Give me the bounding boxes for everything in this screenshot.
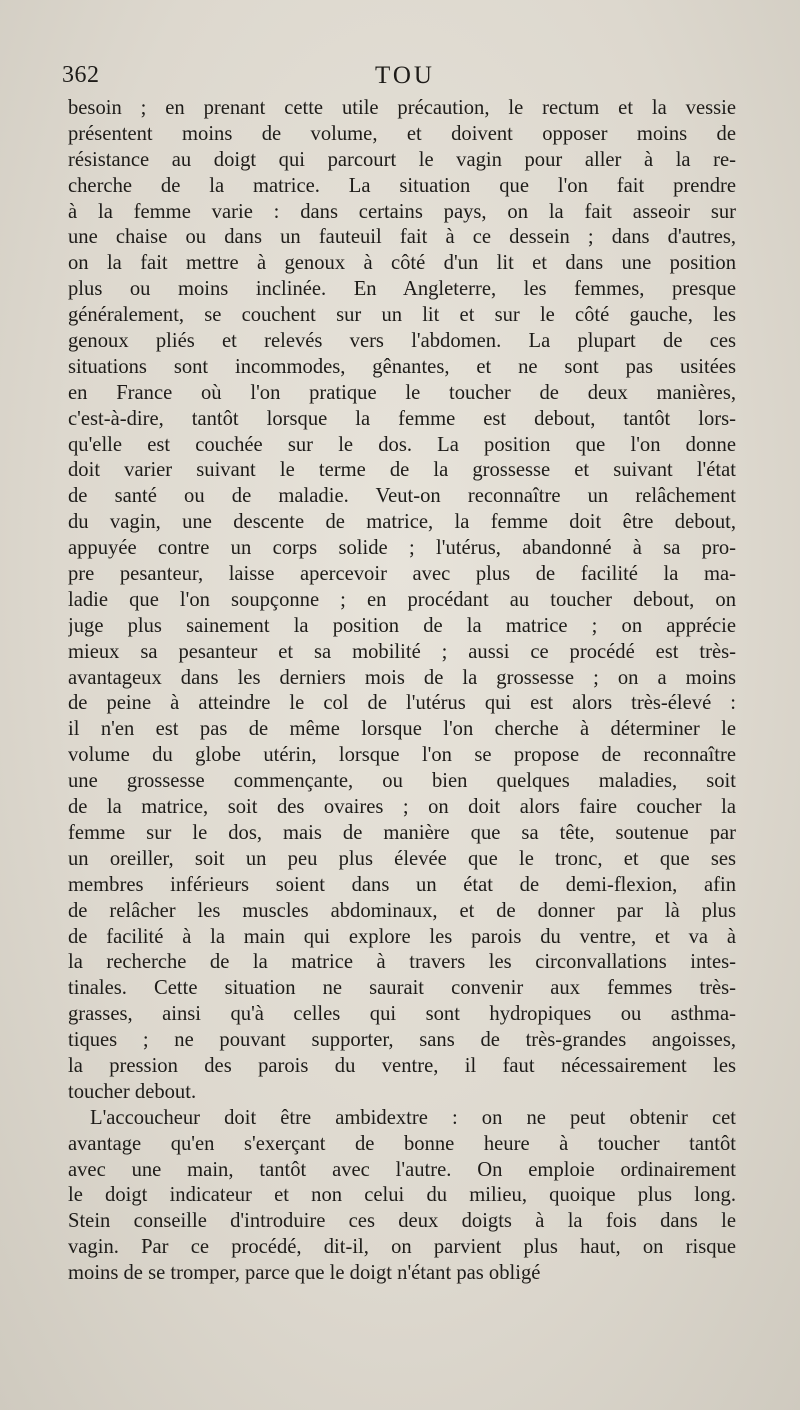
paragraph (68, 1106, 736, 1287)
text-line: cherche de la matrice. La situation que l'on fait prendre (68, 174, 736, 197)
text-line: genoux pliés et relevés vers l'abdomen. La plupart de ces (68, 330, 736, 353)
text-line: tiques ; ne pouvant supporter, sans de très-grandes angoisses, (68, 1029, 736, 1052)
text-line: résistance au doigt qui parcourt le vagin pour aller à la re- (68, 148, 736, 171)
text-line: situations sont incommodes, gênantes, et ne sont pas usitées (68, 355, 736, 378)
text-line: vagin. Par ce procédé, dit-il, on parvient plus haut, on risque (68, 1236, 736, 1259)
page-number: 362 (62, 62, 100, 88)
text-line: en France où l'on pratique le toucher de deux manières, (68, 381, 736, 404)
text-line: mieux sa pesanteur et sa mobilité ; aussi ce procédé est très- (68, 640, 736, 663)
text-line: de relâcher les muscles abdominaux, et de donner par là plus (68, 899, 736, 922)
text-line: présentent moins de volume, et doivent opposer moins de (68, 122, 736, 145)
text-line: doit varier suivant le terme de la grossesse et suivant l'état (68, 459, 736, 482)
text-line: à la femme varie : dans certains pays, on la fait asseoir sur (68, 200, 736, 223)
text-line: une grossesse commençante, ou bien quelques maladies, soit (68, 770, 736, 793)
text-line: de santé ou de maladie. Veut-on reconnaître un relâchement (68, 485, 736, 508)
text-line: le doigt indicateur et non celui du milieu, quoique plus long. (68, 1184, 736, 1207)
text-line: généralement, se couchent sur un lit et sur le côté gauche, les (68, 304, 736, 327)
page-header (60, 62, 750, 96)
text-line: une chaise ou dans un fauteuil fait à ce dessein ; dans d'autres, (68, 226, 736, 249)
text-line: besoin ; en prenant cette utile précaution, le rectum et la vessie (68, 97, 736, 119)
text-line: il n'en est pas de même lorsque l'on cherche à déterminer le (68, 718, 736, 741)
text-line: un oreiller, soit un peu plus élevée que le tronc, et que ses (68, 847, 736, 870)
text-line: de peine à atteindre le col de l'utérus qui est alors très-élevé : (68, 692, 736, 715)
text-line: la pression des parois du ventre, il faut nécessairement les (68, 1054, 736, 1077)
text-line: tinales. Cette situation ne saurait convenir aux femmes très- (68, 977, 736, 1000)
text-line: appuyée contre un corps solide ; l'utérus, abandonné à sa pro- (68, 537, 736, 560)
text-line: membres inférieurs soient dans un état de demi-flexion, afin (68, 873, 736, 896)
text-line: c'est-à-dire, tantôt lorsque la femme est debout, tantôt lors- (68, 407, 736, 430)
text-line: du vagin, une descente de matrice, la femme doit être debout, (68, 511, 736, 534)
text-line: grasses, ainsi qu'à celles qui sont hydropiques ou asthma- (68, 1003, 736, 1026)
running-head: TOU (375, 62, 435, 89)
text-line: avantageux dans les derniers mois de la grossesse ; on a moins (68, 666, 736, 689)
text-line: ladie que l'on soupçonne ; en procédant au toucher debout, on (68, 588, 736, 611)
text-line: moins de se tromper, parce que le doigt n'étant pas obligé (68, 1262, 541, 1285)
text-line: avec une main, tantôt avec l'autre. On emploie ordinairement (68, 1158, 736, 1181)
text-line: femme sur le dos, mais de manière que sa tête, soutenue par (68, 821, 736, 844)
text-line: volume du globe utérin, lorsque l'on se propose de reconnaître (68, 744, 736, 767)
text-line: plus ou moins inclinée. En Angleterre, les femmes, presque (68, 278, 736, 301)
text-line: Stein conseille d'introduire ces deux doigts à la fois dans le (68, 1210, 736, 1233)
text-line: juge plus sainement la position de la matrice ; on apprécie (68, 614, 736, 637)
body-text (68, 96, 736, 1287)
text-line: avantage qu'en s'exerçant de bonne heure à toucher tantôt (68, 1132, 736, 1155)
text-line: de facilité à la main qui explore les parois du ventre, et va à (68, 925, 736, 948)
text-line: on la fait mettre à genoux à côté d'un lit et dans une position (68, 252, 736, 275)
text-line: de la matrice, soit des ovaires ; on doit alors faire coucher la (68, 796, 736, 819)
text-line: pre pesanteur, laisse apercevoir avec plus de facilité la ma- (68, 563, 736, 586)
text-line: toucher debout. (68, 1080, 197, 1103)
paragraph (68, 96, 736, 1106)
text-line: qu'elle est couchée sur le dos. La position que l'on donne (68, 433, 736, 456)
text-line: la recherche de la matrice à travers les circonvallations intes- (68, 951, 736, 974)
text-line: L'accoucheur doit être ambidextre : on ne peut obtenir cet (90, 1106, 736, 1129)
